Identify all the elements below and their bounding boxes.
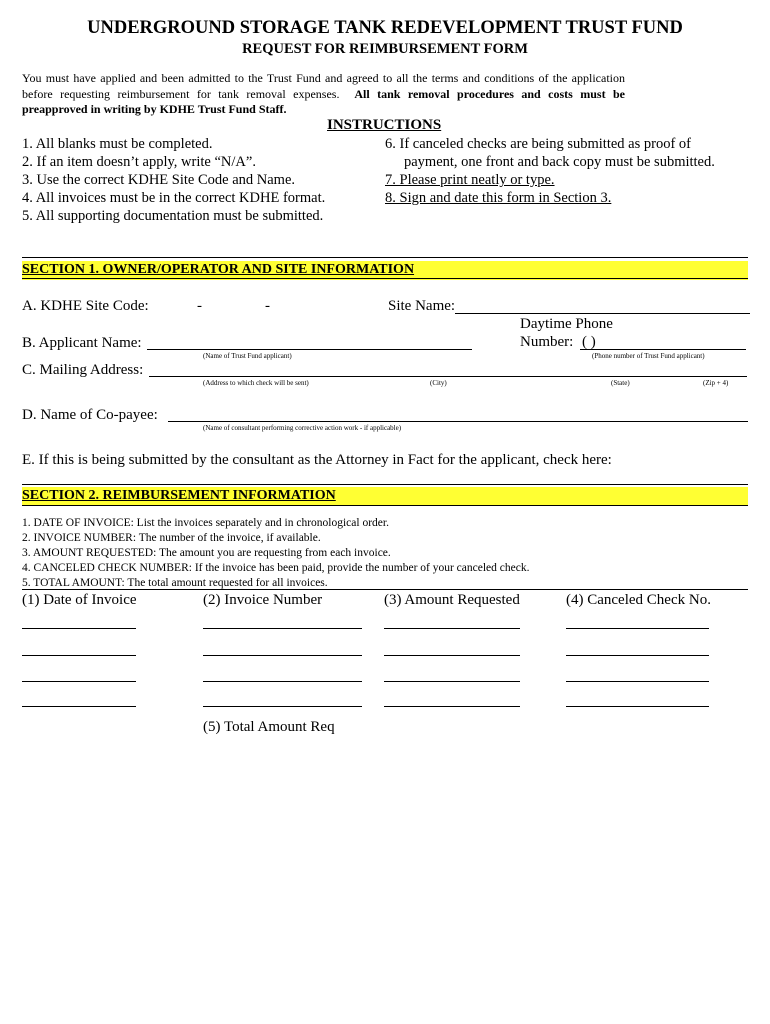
applicant-name-field[interactable] xyxy=(147,349,472,350)
column-header-check: (4) Canceled Check No. xyxy=(566,592,711,608)
site-code-dash-2: - xyxy=(265,298,270,314)
form-subtitle: REQUEST FOR REIMBURSEMENT FORM xyxy=(242,41,528,57)
mailing-address-field[interactable] xyxy=(149,376,747,377)
section1-bottom-rule xyxy=(22,278,748,279)
section1-top-rule xyxy=(22,257,748,258)
instructions-heading: INSTRUCTIONS xyxy=(327,117,442,133)
copayee-field[interactable] xyxy=(168,421,748,422)
applicant-name-label: B. Applicant Name: xyxy=(22,335,142,351)
section1-heading: SECTION 1. OWNER/OPERATOR AND SITE INFORMATION xyxy=(22,262,415,277)
phone-hint: (Phone number of Trust Fund applicant) xyxy=(592,352,705,360)
phone-label-line2: Number: xyxy=(520,334,574,350)
intro-paragraph xyxy=(22,71,625,118)
site-name-field[interactable] xyxy=(455,313,750,314)
note-item: 1. DATE OF INVOICE: List the invoices separately and in chronological order. xyxy=(22,517,389,529)
amount-requested-field[interactable] xyxy=(384,706,520,707)
notes-rule xyxy=(22,589,748,590)
city-hint: (City) xyxy=(430,379,447,387)
state-hint: (State) xyxy=(611,379,630,387)
canceled-check-field[interactable] xyxy=(566,628,709,629)
phone-label-line1: Daytime Phone xyxy=(520,316,613,332)
date-of-invoice-field[interactable] xyxy=(22,628,136,629)
phone-area-code: ( ) xyxy=(582,334,596,350)
canceled-check-field[interactable] xyxy=(566,655,709,656)
instructions-right-list xyxy=(385,135,715,207)
invoice-number-field[interactable] xyxy=(203,706,362,707)
intro-text: You must have applied and been admitted to the Trust Fund and agreed to all the terms and conditions of the application before requesting reimbursement for tank removal expenses. xyxy=(22,71,625,101)
site-name-label: Site Name: xyxy=(388,298,456,314)
instruction-item: 7. Please print neatly or type. xyxy=(385,172,555,188)
address-hint: (Address to which check will be sent) xyxy=(203,379,309,387)
section2-bottom-rule xyxy=(22,505,748,506)
phone-number-field[interactable] xyxy=(580,349,746,350)
applicant-name-hint: (Name of Trust Fund applicant) xyxy=(203,352,292,360)
amount-requested-field[interactable] xyxy=(384,628,520,629)
invoice-number-field[interactable] xyxy=(203,628,362,629)
mailing-address-label: C. Mailing Address: xyxy=(22,362,144,378)
column-header-invoice-number: (2) Invoice Number xyxy=(203,592,323,608)
copayee-hint: (Name of consultant performing corrective action work - if applicable) xyxy=(203,424,402,432)
amount-requested-field[interactable] xyxy=(384,655,520,656)
form-title: UNDERGROUND STORAGE TANK REDEVELOPMENT TRUST FUND xyxy=(87,18,683,38)
instructions-left-list xyxy=(22,135,325,225)
total-amount-label: (5) Total Amount Req xyxy=(203,719,335,735)
canceled-check-field[interactable] xyxy=(566,706,709,707)
section2-notes xyxy=(22,516,529,591)
instruction-item: 8. Sign and date this form in Section 3. xyxy=(385,190,612,206)
intro-bold-text: All tank removal procedures and costs must be preapproved in writing by KDHE Trust Fund Staff. xyxy=(22,86,625,116)
instruction-item: 4. All invoices must be in the correct KDHE format. xyxy=(22,190,326,206)
copayee-label: D. Name of Co-payee: xyxy=(22,407,158,423)
column-header-date: (1) Date of Invoice xyxy=(22,592,137,608)
invoice-number-field[interactable] xyxy=(203,655,362,656)
canceled-check-field[interactable] xyxy=(566,681,709,682)
instruction-item: 1. All blanks must be completed. xyxy=(22,136,213,152)
site-code-label: A. KDHE Site Code: xyxy=(22,298,149,314)
section2-heading: SECTION 2. REIMBURSEMENT INFORMATION xyxy=(22,488,336,503)
instruction-item: 6. If canceled checks are being submitted as proof of xyxy=(385,136,691,152)
amount-requested-field[interactable] xyxy=(384,681,520,682)
date-of-invoice-field[interactable] xyxy=(22,655,136,656)
zip-hint: (Zip + 4) xyxy=(703,379,729,387)
site-code-dash-1: - xyxy=(197,298,202,314)
date-of-invoice-field[interactable] xyxy=(22,681,136,682)
instruction-item: 3. Use the correct KDHE Site Code and Name. xyxy=(22,172,296,188)
note-item: 5. TOTAL AMOUNT: The total amount requested for all invoices. xyxy=(22,577,328,589)
column-header-amount: (3) Amount Requested xyxy=(384,592,520,608)
instruction-item: 5. All supporting documentation must be submitted. xyxy=(22,208,324,224)
attorney-in-fact-text: E. If this is being submitted by the consultant as the Attorney in Fact for the applicant, check here: xyxy=(22,452,612,468)
note-item: 3. AMOUNT REQUESTED: The amount you are requesting from each invoice. xyxy=(22,547,391,559)
date-of-invoice-field[interactable] xyxy=(22,706,136,707)
note-item: 4. CANCELED CHECK NUMBER: If the invoice has been paid, provide the number of your canceled check. xyxy=(22,562,530,574)
invoice-number-field[interactable] xyxy=(203,681,362,682)
note-item: 2. INVOICE NUMBER: The number of the invoice, if available. xyxy=(22,532,321,544)
instruction-item-cont: payment, one front and back copy must be submitted. xyxy=(404,154,715,170)
section2-top-rule xyxy=(22,484,748,485)
instruction-item: 2. If an item doesn’t apply, write “N/A”. xyxy=(22,154,256,170)
